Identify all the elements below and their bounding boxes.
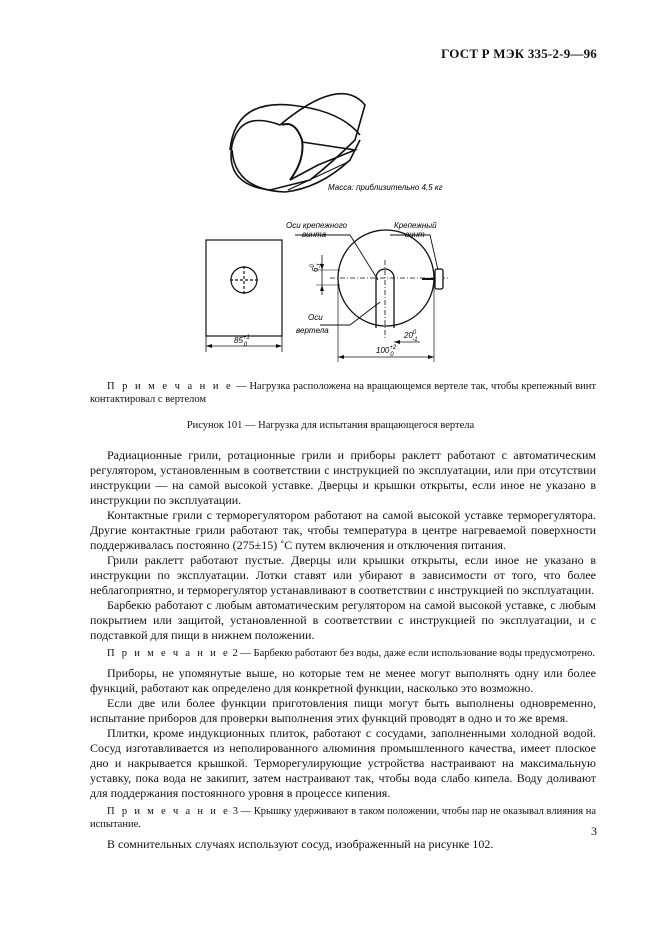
- label-axis-screw-2: винта: [302, 230, 327, 239]
- note-3: П р и м е ч а н и е 3 — Крышку удерживают в таком положении, чтобы пар не оказывал влияния на испытание.: [90, 806, 597, 830]
- page-number: 3: [591, 824, 597, 838]
- paragraph: Барбекю работают с любым автоматическим регулятором на самой высокой уставке, с любым покрытием или защитой, установленной в соответствии с инструкцией по эксплуатации, и с подставкой для пищи в нижнем положении.: [90, 598, 596, 642]
- paragraph: Если две или более функции приготовления пищи могут быть выполнены одновременно, испытание приборов для проверки выполнения этих функций проводят в одно и то же время.: [90, 696, 596, 725]
- paragraph: Грили раклетт работают пустые. Дверцы или крышки открыты, если иное не указано в инструкции по эксплуатации. Лотки ставят или убирают в зависимости от того, что более неблагоприятно, и терморегулятор устанавливают в соответствии с инструкцией по эксплуатации.: [90, 553, 596, 597]
- note-prefix: П р и м е ч а н и е: [107, 381, 234, 392]
- label-axis-screw-1: Оси крепежного: [286, 221, 347, 230]
- dim-diameter: $100^{+2}$ 0: [376, 345, 397, 358]
- dim-offset: $20^0$ -1: [404, 330, 418, 343]
- mass-label: Масса: приблизительно 4,5 кг: [328, 183, 443, 192]
- label-screw-1: Крепежный: [394, 221, 437, 230]
- paragraph: Радиационные грили, ротационные грили и приборы раклетт работают с автоматическим регулятором, установленным в соответствии с инструкцией по эксплуатации, или при отсутствии инструкции — на самой высокой уставке. Дверцы и крышки открыты, если иное не указано в инструкции по эксплуатации.: [90, 448, 596, 507]
- label-screw-2: винт: [405, 230, 425, 239]
- paragraph: Плитки, кроме индукционных плиток, работают с сосудами, заполненными холодной водой. Сосуд изготавливается из неполированного алюминия промышленного качества, имеет плоское дно и накрывается крышкой. Терморегулирующие устройства настраивают на максимальную уставку, пока вода не закипит, затем настраивают так, чтобы вода слабо кипела. Воду доливают для поддержания постоянного уровня в процессе кипения.: [90, 726, 596, 800]
- note-text: — Нагрузка расположена на вращающемся вертеле так, чтобы крепежный винт контактировал с вертелом: [90, 381, 596, 405]
- dim-vertical: $6^0-1$: [310, 262, 323, 272]
- document-header: ГОСТ Р МЭК 335-2-9—96: [441, 46, 597, 61]
- paragraph: В сомнительных случаях используют сосуд, изображенный на рисунке 102.: [107, 837, 494, 851]
- label-axis-spit-2: вертела: [296, 326, 329, 335]
- figure-note: [90, 380, 596, 406]
- label-axis-spit-1: Оси: [308, 313, 323, 322]
- dim-width: $85^{+1}$ 0: [234, 335, 250, 348]
- figure-caption: Рисунок 101 — Нагрузка для испытания вращающегося вертела: [186, 420, 475, 431]
- figure-101: [190, 80, 470, 370]
- figure-101-drawing: [190, 80, 470, 370]
- body-text: [90, 448, 596, 852]
- paragraph: Приборы, не упомянутые выше, но которые тем не менее могут выполнять одну или более функций, работают как определено для конкретной функции, насколько это возможно.: [90, 666, 596, 695]
- note-2: П р и м е ч а н и е 2 — Барбекю работают без воды, даже если использование воды предусмотрено.: [107, 648, 596, 659]
- paragraph: Контактные грили с терморегулятором работают на самой высокой уставке терморегулятора. Другие контактные грили работают так, чтобы температура в центре нагреваемой поверхности поддерживалась постоянно (275±15) ˚С путем включения и отключения питания.: [90, 508, 596, 552]
